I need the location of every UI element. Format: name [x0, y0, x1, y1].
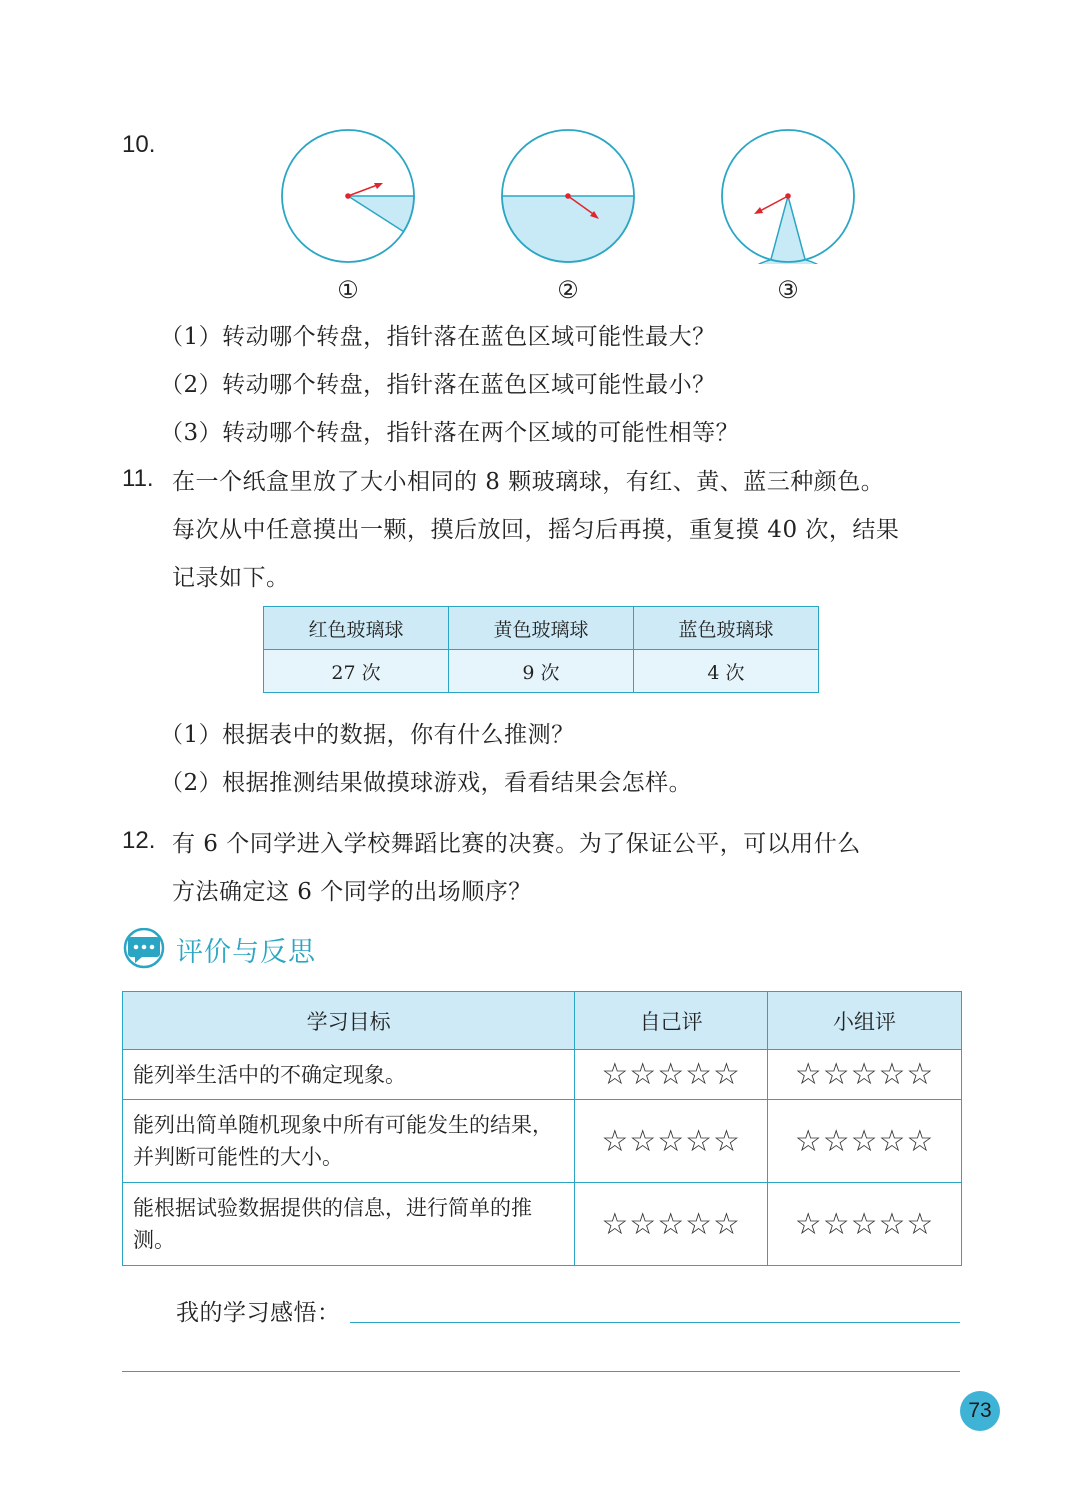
spinner-1	[280, 128, 416, 264]
reflection-header	[122, 928, 316, 970]
spinner-2	[500, 128, 636, 264]
table-row	[123, 1100, 962, 1183]
q10-item-2: （2）转动哪个转盘，指针落在蓝色区域可能性最小？	[160, 372, 716, 398]
goal-1: 能列举生活中的不确定现象。	[123, 1050, 575, 1100]
table-row	[264, 607, 819, 650]
table-row	[123, 1050, 962, 1100]
feeling-line-2[interactable]	[122, 1371, 960, 1372]
reflection-title: 评价与反思	[176, 936, 316, 968]
feeling-line-1[interactable]	[350, 1322, 960, 1323]
question-11-number: 11.	[122, 465, 154, 492]
q12-text-line-2: 方法确定这 6 个同学的出场顺序？	[172, 879, 532, 905]
page-number: 73	[960, 1391, 1000, 1431]
value-blue: 4 次	[634, 650, 819, 693]
speech-bubble-icon	[122, 928, 168, 970]
value-yellow: 9 次	[449, 650, 634, 693]
q10-item-1: （1）转动哪个转盘，指针落在蓝色区域可能性最大？	[160, 324, 716, 350]
self-rating-3[interactable]: ☆☆☆☆☆	[575, 1183, 768, 1266]
table-row	[264, 650, 819, 693]
spinner-3-label: ③	[777, 276, 799, 304]
q12-text-line-1: 有 6 个同学进入学校舞蹈比赛的决赛。为了保证公平，可以用什么	[172, 831, 861, 857]
q11-text-line-3: 记录如下。	[172, 565, 290, 591]
goal-3: 能根据试验数据提供的信息，进行简单的推测。	[123, 1183, 575, 1266]
ball-results-table	[263, 606, 819, 693]
group-rating-3[interactable]: ☆☆☆☆☆	[768, 1183, 962, 1266]
q11-item-1: （1）根据表中的数据，你有什么推测？	[160, 722, 575, 748]
table-row	[123, 992, 962, 1050]
q11-text-line-1: 在一个纸盒里放了大小相同的 8 颗玻璃球，有红、黄、蓝三种颜色。	[172, 469, 885, 495]
question-12-number: 12.	[122, 827, 156, 854]
self-rating-1[interactable]: ☆☆☆☆☆	[575, 1050, 768, 1100]
group-rating-1[interactable]: ☆☆☆☆☆	[768, 1050, 962, 1100]
group-rating-2[interactable]: ☆☆☆☆☆	[768, 1100, 962, 1183]
header-yellow: 黄色玻璃球	[449, 607, 634, 650]
feeling-label: 我的学习感悟：	[176, 1300, 341, 1326]
q11-text-line-2: 每次从中任意摸出一颗，摸后放回，摇匀后再摸，重复摸 40 次，结果	[172, 517, 900, 543]
header-blue: 蓝色玻璃球	[634, 607, 819, 650]
spinner-2-label: ②	[557, 276, 579, 304]
table-row	[123, 1183, 962, 1266]
q10-item-3: （3）转动哪个转盘，指针落在两个区域的可能性相等？	[160, 420, 740, 446]
q11-item-2: （2）根据推测结果做摸球游戏，看看结果会怎样。	[160, 770, 693, 796]
header-red: 红色玻璃球	[264, 607, 449, 650]
spinner-1-label: ①	[337, 276, 359, 304]
header-self: 自己评	[575, 992, 768, 1050]
goal-2: 能列出简单随机现象中所有可能发生的结果，并判断可能性的大小。	[123, 1100, 575, 1183]
header-goal: 学习目标	[123, 992, 575, 1050]
header-group: 小组评	[768, 992, 962, 1050]
self-rating-2[interactable]: ☆☆☆☆☆	[575, 1100, 768, 1183]
value-red: 27 次	[264, 650, 449, 693]
spinner-3	[720, 128, 856, 264]
evaluation-table	[122, 991, 962, 1266]
question-10-number: 10.	[122, 131, 156, 158]
